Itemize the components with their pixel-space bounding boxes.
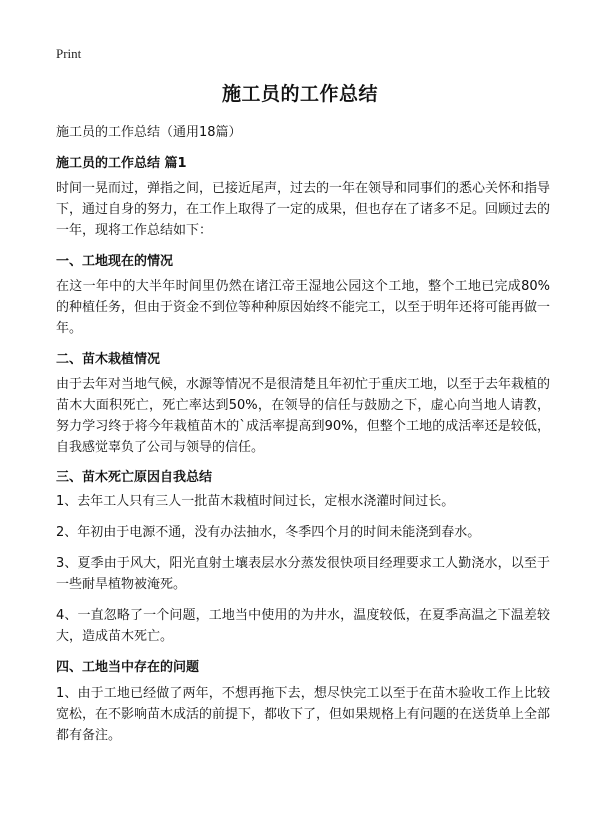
article-title: 施工员的工作总结 篇1: [56, 156, 187, 171]
intro-paragraph: 时间一晃而过，弹指之间，已接近尾声，过去的一年在领导和同事们的悉心关怀和指导下，通过自身的努力，在工作上取得了一定的成果，但也存在了诸多不足。回顾过去的一年，现将工作总结如下：: [56, 181, 551, 238]
page-title: 施工员的工作总结: [221, 83, 378, 105]
print-label: Print: [56, 46, 82, 61]
section-paragraph: 3、夏季由于风大，阳光直射土壤表层水分蒸发很快项目经理要求工人勤浇水，以至于一些耐旱植物被淹死。: [56, 556, 550, 592]
section-heading: 二、苗木栽植情况: [56, 352, 161, 367]
section-heading: 四、工地当中存在的问题: [56, 660, 200, 675]
section-paragraph: 4、一直忽略了一个问题，工地当中使用的为井水，温度较低，在夏季高温之下温差较大，造成苗木死亡。: [56, 608, 550, 644]
document-subtitle: 施工员的工作总结（通用18篇）: [56, 125, 242, 140]
section-heading: 三、苗木死亡原因自我总结: [56, 470, 213, 485]
section-paragraph: 在这一年中的大半年时间里仍然在诸江帝王湿地公园这个工地，整个工地已完成80%的种植任务，但由于资金不到位等种种原因始终不能完工，以至于明年还将可能再做一年。: [56, 279, 551, 336]
section-paragraph: 由于去年对当地气候，水源等情况不是很清楚且年初忙于重庆工地，以至于去年栽植的苗木大面积死亡，死亡率达到50%，在领导的信任与鼓励之下，虚心向当地人请教，努力学习终于将今年栽植苗木的`成活率提高到90%，但整个工地的成活率还是较低，自我感觉辜负了公司与领导的信任。: [56, 377, 551, 455]
section-paragraph: 1、去年工人只有三人一批苗木栽植时间过长，定根水浇灌时间过长。: [56, 494, 455, 509]
section-paragraph: 1、由于工地已经做了两年，不想再拖下去，想尽快完工以至于在苗木验收工作上比较宽松，在不影响苗木成活的前提下，都收下了，但如果规格上有问题的在送货单上全部都有备注。: [56, 686, 551, 743]
section-paragraph: 2、年初由于电源不通，没有办法抽水，冬季四个月的时间未能浇到春水。: [56, 525, 481, 540]
section-heading: 一、工地现在的情况: [56, 254, 174, 269]
